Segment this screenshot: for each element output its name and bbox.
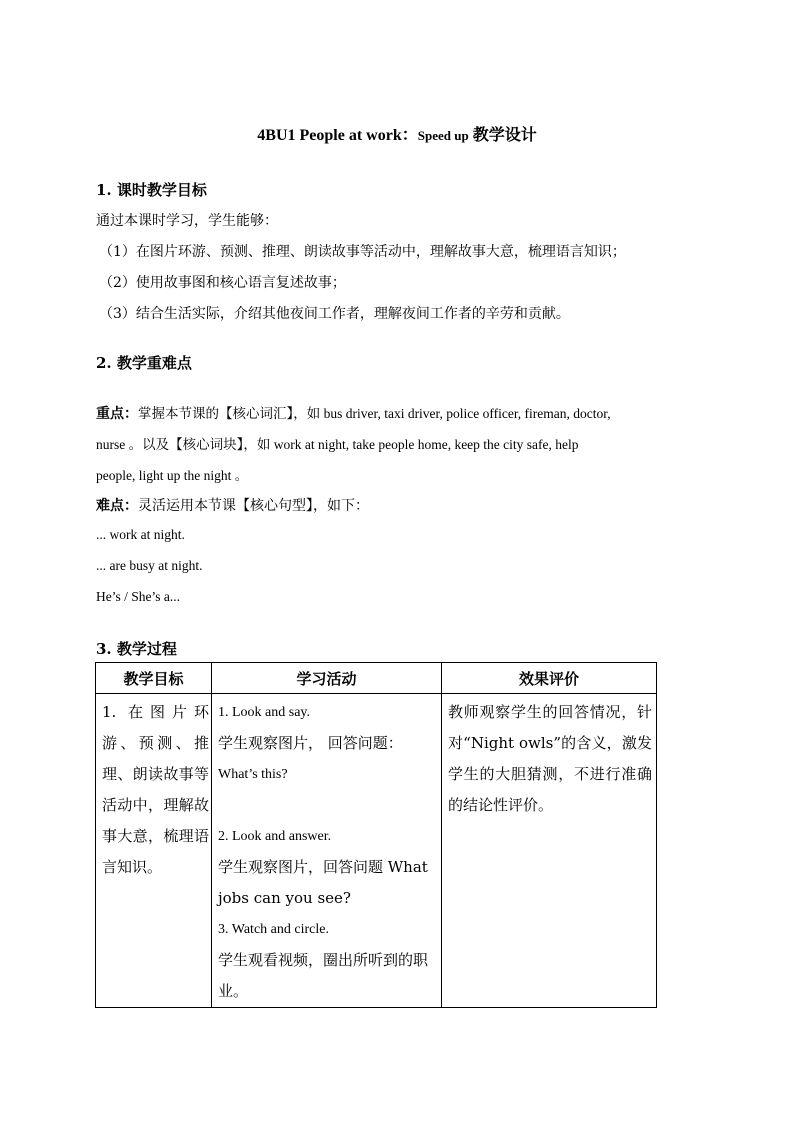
header-activity: 学习活动 <box>212 663 442 694</box>
difficulty-text: 灵活运用本节课【核心句型】，如下： <box>138 498 369 514</box>
key-point-line-2: nurse 。以及【核心词块】，如 work at night, take people home, keep the city safe, help <box>96 437 579 452</box>
difficulty-label: 难点： <box>96 498 138 514</box>
section1-intro: 通过本课时学习，学生能够： <box>96 213 278 229</box>
header-evaluation: 效果评价 <box>442 663 657 694</box>
pattern-3: He’s / She’s a... <box>96 589 180 604</box>
table-row <box>96 694 657 1008</box>
difficulty-line <box>96 495 369 515</box>
activity-2-title: 2. Look and answer. <box>218 829 332 844</box>
evaluation-cell <box>442 694 657 1008</box>
header-goal: 教学目标 <box>96 663 212 694</box>
activity-list <box>212 694 441 1007</box>
activity-3-title: 3. Watch and circle. <box>218 922 329 937</box>
teaching-process-table <box>95 662 657 1008</box>
pattern-2: ... are busy at night. <box>96 558 203 573</box>
activity-2-desc: 学生观察图片，回答问题 What jobs can you see? <box>218 858 428 907</box>
objective-item-1: （1）在图片环游、预测、推理、朗读故事等活动中，理解故事大意，梳理语言知识； <box>99 244 626 260</box>
title-suffix: 教学设计 <box>468 127 537 144</box>
section1-heading: 1. 课时教学目标 <box>96 181 207 199</box>
title-main: 4BU1 People at work： <box>257 127 418 144</box>
page-title <box>0 122 794 145</box>
pattern-1: ... work at night. <box>96 527 185 542</box>
activity-3-desc: 学生观看视频，圈出所听到的职业。 <box>218 951 429 1000</box>
activity-cell <box>212 694 442 1008</box>
goal-text: 1. 在图片环游、预测、推理、朗读故事等活动中，理解故事大意，梳理语言知识。 <box>102 703 209 876</box>
activity-1-desc: 学生观察图片， 回答问题： <box>218 734 403 752</box>
section2-heading: 2. 教学重难点 <box>96 354 192 372</box>
objective-item-3: （3）结合生活实际，介绍其他夜间工作者，理解夜间工作者的辛劳和贡献。 <box>99 306 570 322</box>
evaluation-text: 教师观察学生的回答情况，针对“Night owls”的含义，激发学生的大胆猜测，不进行准确的结论性评价。 <box>448 703 652 814</box>
key-point-text-1: 掌握本节课的【核心词汇】，如 bus driver, taxi driver, police officer, fireman, doctor, <box>138 406 611 421</box>
title-sub: Speed up <box>417 128 469 143</box>
activity-1-question: What’s this? <box>218 767 288 782</box>
key-point-line-3: people, light up the night 。 <box>96 468 249 483</box>
activity-1-title: 1. Look and say. <box>218 705 311 720</box>
table-header-row <box>96 663 657 694</box>
key-point-label: 重点： <box>96 406 138 422</box>
objective-item-2: （2）使用故事图和核心语言复述故事； <box>99 275 346 291</box>
section3-heading: 3. 教学过程 <box>96 640 177 658</box>
key-point-line-1 <box>96 402 611 423</box>
goal-cell <box>96 694 212 1008</box>
